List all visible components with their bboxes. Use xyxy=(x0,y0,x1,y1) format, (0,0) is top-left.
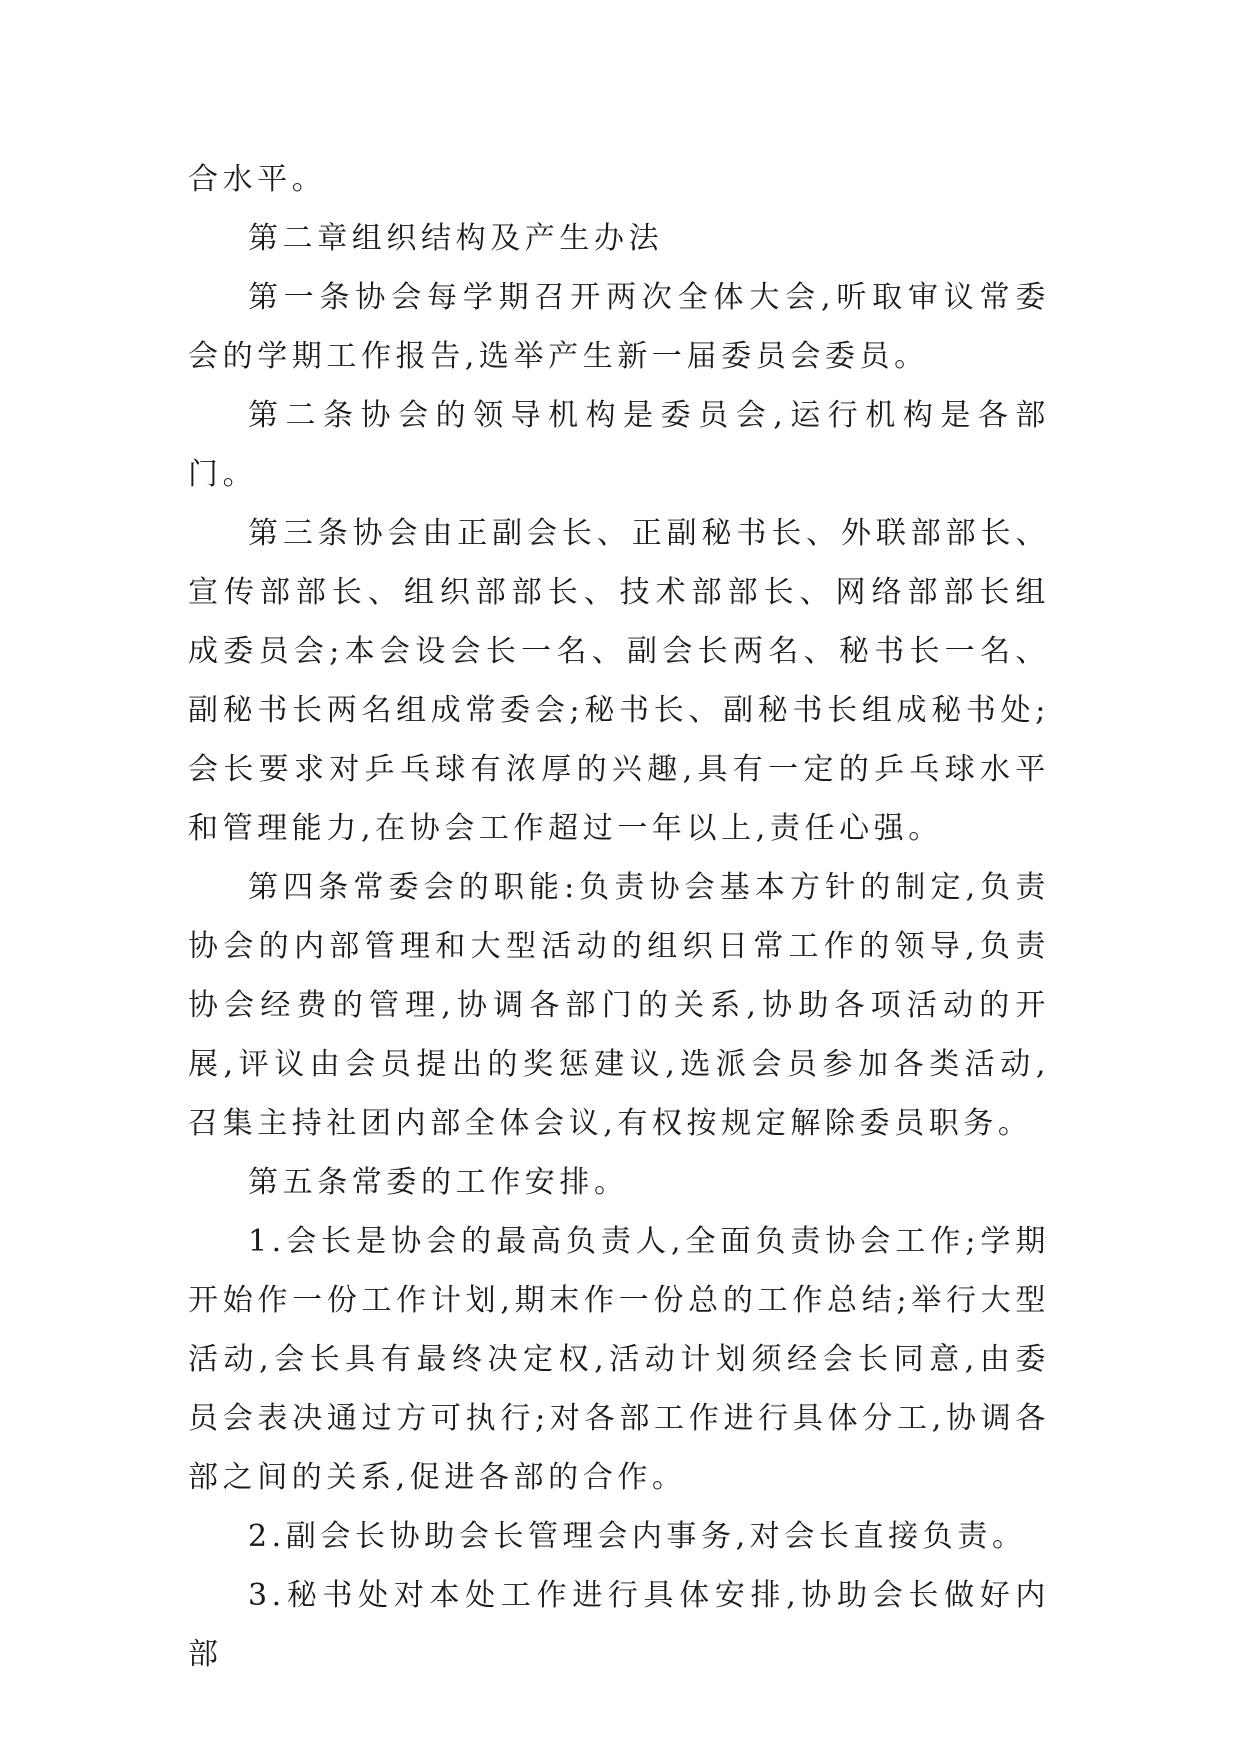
article-1: 第一条协会每学期召开两次全体大会,听取审议常委会的学期工作报告,选举产生新一届委员会委员。 xyxy=(188,280,1050,374)
chapter-heading: 第二章组织结构及产生办法 xyxy=(248,221,664,256)
article-5-item-3: 3.秘书处对本处工作进行具体安排,协助会长做好内部 xyxy=(188,1578,1050,1672)
article-4: 第四条常委会的职能:负责协会基本方针的制定,负责协会的内部管理和大型活动的组织日常工作的领导,负责协会经费的管理,协调各部门的关系,协助各项活动的开展,评议由会员提出的奖惩建议,选派会员参加各类活动,召集主持社团内部全体会议,有权按规定解除委员职务。 xyxy=(188,870,1050,1141)
article-5-item-2: 2.副会长协助会长管理会内事务,对会长直接负责。 xyxy=(248,1519,1027,1554)
paragraph-continuation: 合水平。 xyxy=(188,162,327,197)
article-5-item-1: 1.会长是协会的最高负责人,全面负责协会工作;学期开始作一份工作计划,期末作一份总的工作总结;举行大型活动,会长具有最终决定权,活动计划须经会长同意,由委员会表决通过方可执行;对各部工作进行具体分工,协调各部之间的关系,促进各部的合作。 xyxy=(188,1224,1050,1495)
article-5: 第五条常委的工作安排。 xyxy=(248,1165,629,1200)
article-2: 第二条协会的领导机构是委员会,运行机构是各部门。 xyxy=(188,398,1050,492)
article-3: 第三条协会由正副会长、正副秘书长、外联部部长、宣传部部长、组织部部长、技术部部长、网络部部长组成委员会;本会设会长一名、副会长两名、秘书长一名、副秘书长两名组成常委会;秘书长、副秘书长组成秘书处;会长要求对乒乓球有浓厚的兴趣,具有一定的乒乓球水平和管理能力,在协会工作超过一年以上,责任心强。 xyxy=(188,516,1050,846)
document-body xyxy=(188,150,1050,1684)
